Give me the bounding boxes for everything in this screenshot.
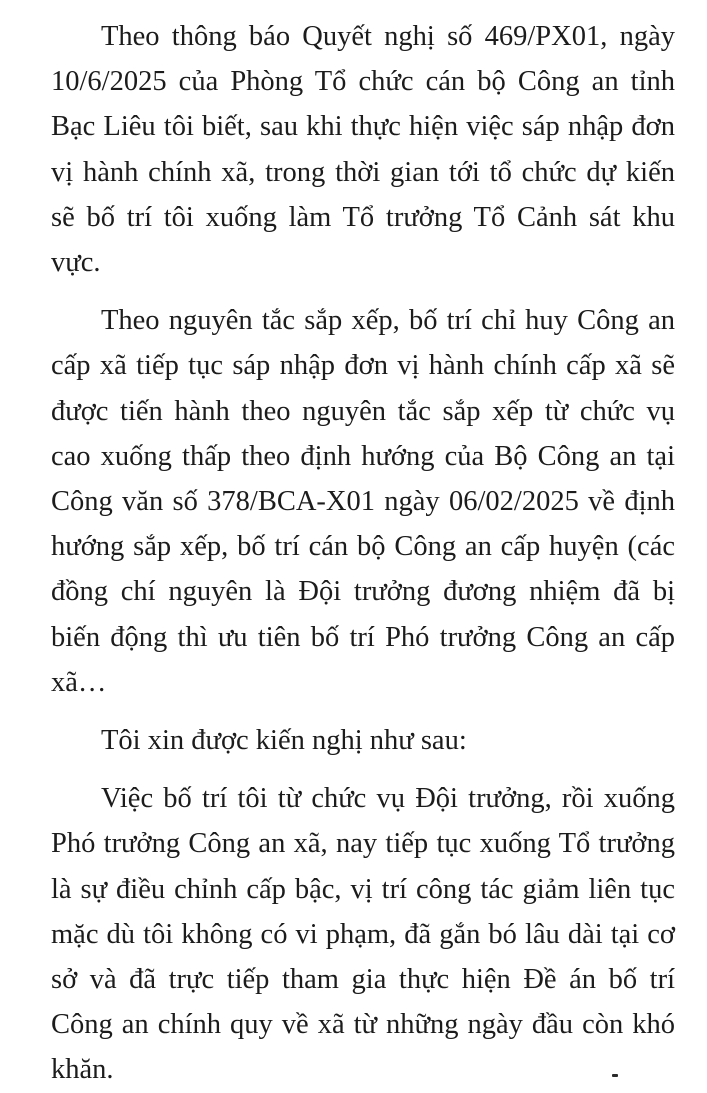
paragraph-request-intro: Tôi xin được kiến nghị như sau: — [101, 725, 467, 757]
paragraph-notice: Theo thông báo Quyết nghị số 469/PX01, ngày 10/6/2025 của Phòng Tổ chức cán bộ Công an tỉnh Bạc Liêu tôi biết, sau khi thực hiện việc sáp nhập đơn vị hành chính xã, trong thời gian tới tổ chức dự kiến sẽ bố trí tôi xuống làm Tổ trưởng Tổ Cảnh sát khu vực. — [51, 21, 675, 279]
paragraph-request-detail: Việc bố trí tôi từ chức vụ Đội trưởng, rồi xuống Phó trưởng Công an xã, nay tiếp tục xuống Tổ trưởng là sự điều chỉnh cấp bậc, vị trí công tác giảm liên tục mặc dù tôi không có vi phạm, đã gắn bó lâu dài tại cơ sở và đã trực tiếp tham gia thực hiện Đề án bố trí Công an chính quy về xã từ những ngày đầu còn khó khăn. — [51, 783, 675, 1086]
paragraph-principle: Theo nguyên tắc sắp xếp, bố trí chỉ huy Công an cấp xã tiếp tục sáp nhập đơn vị hành chính cấp xã sẽ được tiến hành theo nguyên tắc sắp xếp từ chức vụ cao xuống thấp theo định hướng của Bộ Công an tại Công văn số 378/BCA-X01 ngày 06/02/2025 về định hướng sắp xếp, bố trí cán bộ Công an cấp huyện (các đồng chí nguyên là Đội trưởng đương nhiệm đã bị biến động thì ưu tiên bố trí Phó trưởng Công an cấp xã… — [51, 305, 675, 698]
page-edge-mark — [612, 1074, 618, 1077]
